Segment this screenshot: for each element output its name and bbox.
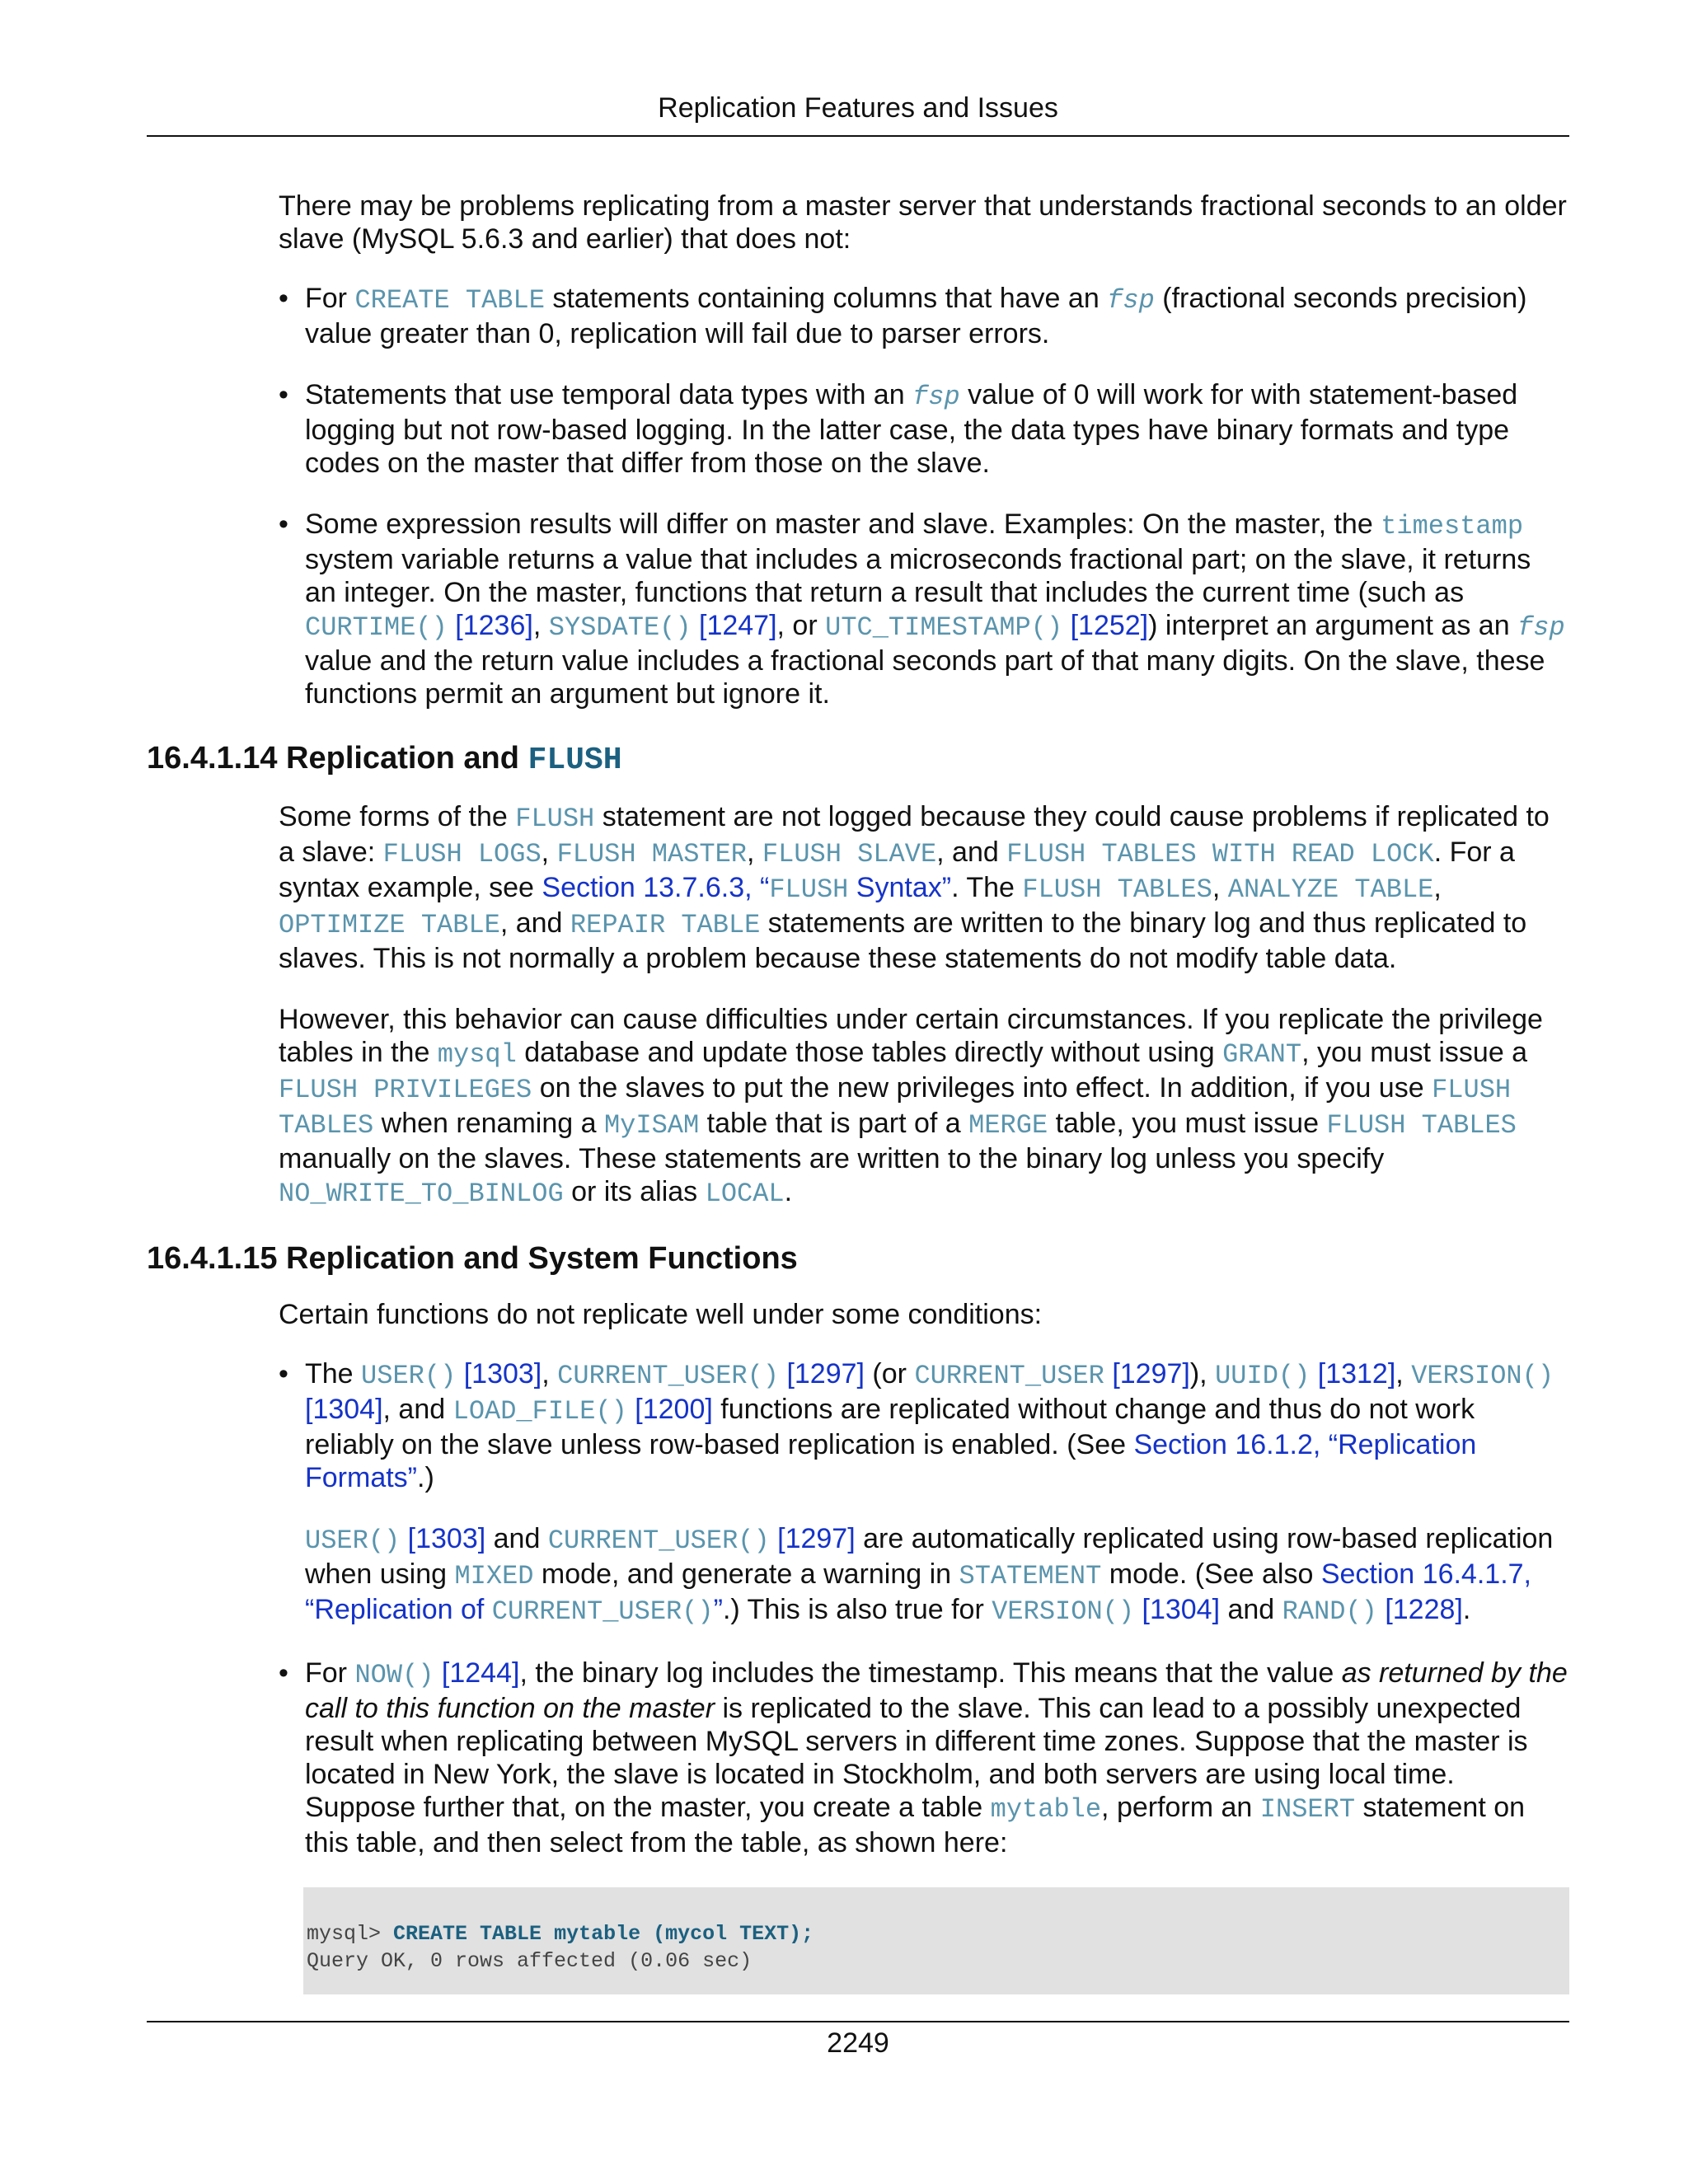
link-replication-current-user[interactable]: Section 16.4.1.7, “Replication of CURRENT_USER()” — [305, 1558, 1531, 1627]
code-fsp: fsp — [1517, 612, 1565, 643]
link-version[interactable]: VERSION() [1304] — [305, 1361, 1554, 1425]
intro-paragraph: There may be problems replicating from a master server that understands fractional seconds to an older slave (MySQL 5.6.3 and earlier) that does not: — [279, 190, 1567, 255]
link-replication-formats[interactable]: Section 16.1.2, “Replication Formats” — [305, 1429, 1477, 1493]
link-user[interactable]: USER() [1303] — [305, 1523, 486, 1556]
flush-paragraph-1: Some forms of the FLUSH statement are not logged because they could cause problems if replicated to a slave: FLUSH LOGS, FLUSH MASTER, FLUSH SLAVE, and FLUSH TABLES WITH READ LOCK. For a syntax example, see Section 13.7.6.3, “FLUSH Syntax”. The FLUSH TABLES, ANALYZE TABLE, OPTIMIZE TABLE, and REPAIR TABLE statements are written to the binary log and thus replicated to slaves. This is not normally a problem because these statements do not modify table data. — [279, 801, 1550, 974]
link-utc-timestamp[interactable]: UTC_TIMESTAMP() [1252] — [825, 610, 1149, 643]
list-item-now: • For NOW() [1244], the binary log includes the timestamp. This means that the value as returned by the call to this function on the master is replicated to the slave. This can lead to a possibly unexpected result when replicating between MySQL servers in different time zones. Suppose that the master is located in New York, the slave is located in Stockholm, and both servers are using local time. Suppose further that, on the master, you create a table mytable, perform an INSERT statement on this table, and then select from the table, as shown here: — [305, 1657, 1569, 1859]
section-heading-system-functions: 16.4.1.15 Replication and System Functions — [147, 1241, 798, 1276]
page-number: 2249 — [827, 2027, 889, 2059]
code-line-result: Query OK, 0 rows affected (0.06 sec) — [307, 1949, 753, 1973]
link-current-user-fn[interactable]: CURRENT_USER() [1297] — [557, 1358, 865, 1391]
code-example — [303, 1887, 1569, 1994]
code-line-command: mysql> CREATE TABLE mytable (mycol TEXT); — [307, 1922, 814, 1946]
link-flush-syntax[interactable]: Section 13.7.6.3, “FLUSH Syntax” — [542, 872, 952, 905]
user-functions-note: USER() [1303] and CURRENT_USER() [1297] are automatically replicated using row-based replication when using MIXED mode, and generate a warning in STATEMENT mode. (See also Section 16.4.1.7, “Replication of CURRENT_USER()”.) This is also true for VERSION() [1304] and RAND() [1228]. — [305, 1523, 1554, 1627]
link-now[interactable]: NOW() [1244] — [354, 1657, 520, 1690]
list-item-temporal-types: • Statements that use temporal data types with an fsp value of 0 will work for with statement-based logging but not row-based logging. In the latter case, the data types have binary formats and type codes on the master that differ from those on the slave. — [305, 378, 1569, 480]
list-item-user-functions: • The USER() [1303], CURRENT_USER() [1297] (or CURRENT_USER [1297]), UUID() [1312], VERSION() [1304], and LOAD_FILE() [1200] functions are replicated without change and thus do not work reliably on the slave unless row-based replication is enabled. (See Section 16.1.2, “Replication Formats”.) — [305, 1357, 1569, 1494]
footer-divider — [147, 2021, 1569, 2022]
list-item-create-table: • For CREATE TABLE statements containing columns that have an fsp (fractional seconds precision) value greater than 0, replication will fail due to parser errors. — [305, 282, 1569, 350]
code-fsp: fsp — [912, 382, 960, 412]
link-sysdate[interactable]: SYSDATE() [1247] — [548, 610, 777, 643]
link-user[interactable]: USER() [1303] — [361, 1358, 542, 1391]
header-divider — [147, 135, 1569, 137]
link-uuid[interactable]: UUID() [1312] — [1215, 1358, 1396, 1391]
code-create-table: CREATE TABLE — [354, 285, 545, 316]
link-load-file[interactable]: LOAD_FILE() [1200] — [452, 1394, 713, 1427]
sysfunc-intro: Certain functions do not replicate well under some conditions: — [279, 1299, 1043, 1330]
code-timestamp: timestamp — [1381, 511, 1524, 541]
link-current-user-fn[interactable]: CURRENT_USER() [1297] — [547, 1523, 856, 1556]
link-curtime[interactable]: CURTIME() [1236] — [305, 610, 533, 643]
link-current-user[interactable]: CURRENT_USER [1297] — [914, 1358, 1190, 1391]
page-header: Replication Features and Issues — [658, 92, 1058, 124]
flush-paragraph-2: However, this behavior can cause difficulties under certain circumstances. If you replicate the privilege tables in the mysql database and update those tables directly without using GRANT, you must issue a FLUSH PRIVILEGES on the slaves to put the new privileges into effect. In addition, if you use FLUSH TABLES when renaming a MyISAM table that is part of a MERGE table, you must issue FLUSH TABLES manually on the slaves. These statements are written to the binary log unless you specify NO_WRITE_TO_BINLOG or its alias LOCAL. — [279, 1004, 1543, 1209]
link-version[interactable]: VERSION() [1304] — [992, 1594, 1221, 1627]
section-heading-flush: 16.4.1.14 Replication and FLUSH — [147, 741, 622, 778]
page-content — [147, 190, 1569, 1994]
list-item-expression-results: • Some expression results will differ on master and slave. Examples: On the master, the timestamp system variable returns a value that includes a microseconds fractional part; on the slave, it returns an integer. On the master, functions that return a result that includes the current time (such as CURTIME() [1236], SYSDATE() [1247], or UTC_TIMESTAMP() [1252]) interpret an argument as an fsp value and the return value includes a fractional seconds part of that many digits. On the slave, these functions permit an argument but ignore it. — [305, 508, 1569, 710]
code-fsp: fsp — [1107, 285, 1155, 316]
link-rand[interactable]: RAND() [1228] — [1282, 1594, 1463, 1627]
